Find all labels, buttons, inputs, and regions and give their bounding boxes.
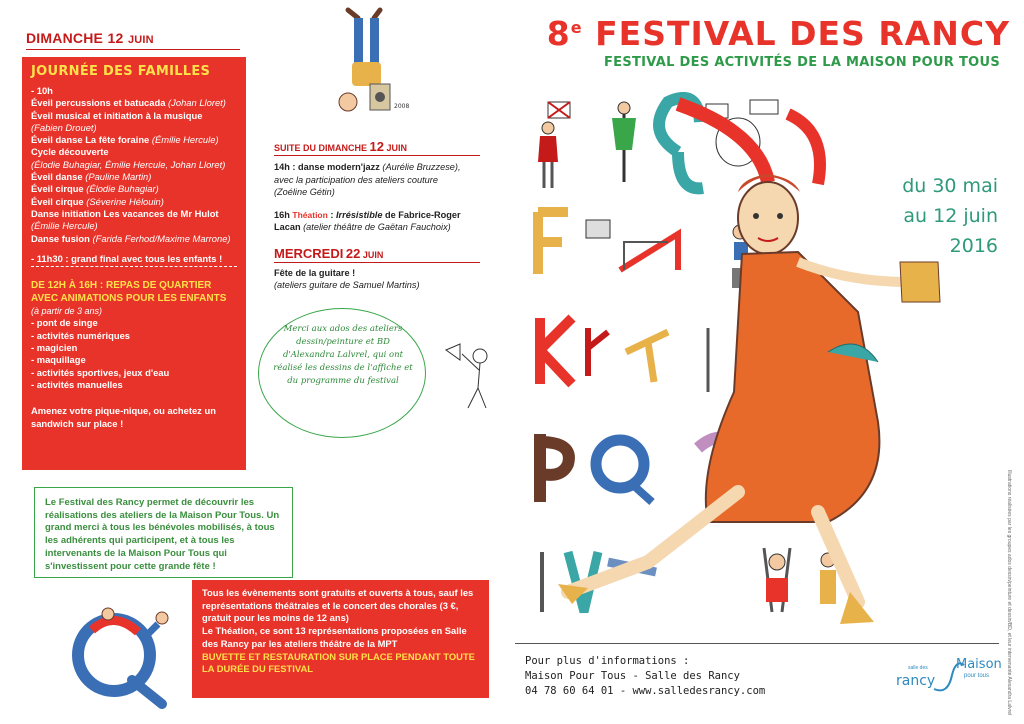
picnic-text: Amenez votre pique-nique, ou achetez un sandwich sur place ! <box>31 405 216 429</box>
letter-q-illustration <box>62 600 182 710</box>
schedule-item: Éveil cirque (Séverine Hélouin) <box>31 195 164 207</box>
handstand-illustration <box>318 4 418 124</box>
festival-note-box <box>34 487 293 578</box>
schedule-item: Danse initiation Les vacances de Mr Hulot <box>31 207 219 219</box>
activity-item: - activités sportives, jeux d'eau <box>31 366 170 378</box>
info-heading: Pour plus d'informations : <box>525 655 690 667</box>
schedule-list <box>31 85 237 245</box>
day-header <box>26 30 240 50</box>
logo-salle: salle des <box>908 665 928 671</box>
festival-dates: du 30 mai au 12 juin 2016 <box>902 175 998 257</box>
dance-event: 14h : danse modern'jazz (Aurélie Bruzzese), avec la participation des ateliers couture (Zoéline Gétin) <box>274 162 461 197</box>
info-contact: 04 78 60 64 01 - www.salledesrancy.com <box>525 685 766 697</box>
finale-text: - 11h30 : grand final avec tous les enfants ! <box>31 253 237 267</box>
logo-maison: Maison <box>956 657 1002 672</box>
activity-item: - maquillage <box>31 354 86 366</box>
theation-event: 16h Théation : Irrésistible de Fabrice-Roger Lacan (atelier théâtre de Gaëtan Fauchoix) <box>274 209 461 232</box>
info-venue: Maison Pour Tous - Salle des Rancy <box>525 670 740 682</box>
activities-list <box>31 317 237 391</box>
schedule-item: Éveil percussions et batucada (Johan Lloret) <box>31 97 226 109</box>
thanks-oval <box>258 308 426 438</box>
activity-item: - activités numériques <box>31 329 130 341</box>
day-header-suffix: JUIN <box>127 34 154 46</box>
poster-illustration <box>528 92 1008 637</box>
illustration-credits: Illustrations réalisées par les groupes ados dessin/peinture et dessin/BD, et leur intervenante Alexandra Lalvrel <box>1006 470 1012 716</box>
families-title: JOURNÉE DES FAMILLES <box>31 64 211 79</box>
thanks-text: Merci aux ados des ateliers dessin/peinture et BD d'Alexandra Lalvrel, qui ont réalisé les dessins de l'affiche et du programme du festival <box>273 324 413 386</box>
suite-header: SUITE DU DIMANCHE 12 JUIN <box>274 139 480 156</box>
schedule-item: Éveil danse (Pauline Martin) <box>31 171 152 183</box>
day-header-number: 12 <box>107 30 124 46</box>
logo-rancy: rancy <box>896 673 936 689</box>
logo-pour-tous: pour tous <box>964 673 990 679</box>
schedule-item: Danse fusion (Farida Ferhod/Maxime Marrone) <box>31 232 231 244</box>
schedule-item: (Fabien Drouet) <box>31 121 97 133</box>
free-events-line3: BUVETTE ET RESTAURATION SUR PLACE PENDANT TOUTE LA DURÉE DU FESTIVAL <box>202 650 475 675</box>
schedule-item: (Émilie Hercule) <box>31 220 98 232</box>
festival-subtitle: FESTIVAL DES ACTIVITÉS DE LA MAISON POUR TOUS <box>603 55 1000 70</box>
svg-text:2008: 2008 <box>394 103 410 110</box>
megaphone-figure-illustration <box>440 336 500 416</box>
free-events-line2: Le Théation, ce sont 13 représentations proposées en Salle des Rancy par les ateliers théâtre de la MPT <box>202 625 467 649</box>
wednesday-header: MERCREDI 22 JUIN <box>274 246 480 263</box>
schedule-item: Éveil danse La fête foraine (Émilie Hercule) <box>31 134 219 146</box>
family-day-box <box>22 57 246 470</box>
activity-item: - magicien <box>31 342 78 354</box>
guitar-event: Fête de la guitare ! (ateliers guitare de Samuel Martins) <box>274 267 420 290</box>
day-header-prefix: DIMANCHE <box>26 30 104 46</box>
schedule-item: Cycle découverte <box>31 146 109 158</box>
festival-note-text: Le Festival des Rancy permet de découvrir les réalisations des ateliers de la Maison Pour Tous. Un grand merci à tous les bénévoles mobilisés, à tous les adhérents qui participent, et à tous les intervenants de la Maison Pour Tous qui s'investissent pour cette grande fête ! <box>45 497 280 572</box>
free-events-box <box>192 580 489 698</box>
activity-item: - pont de singe <box>31 317 98 329</box>
row2-figures <box>538 212 750 288</box>
schedule-item: - 10h <box>31 85 53 96</box>
schedule-item: Éveil cirque (Élodie Buhagiar) <box>31 183 159 195</box>
suite-section <box>274 139 484 292</box>
festival-title: 8e FESTIVAL DES RANCY <box>546 14 1010 53</box>
dancing-woman <box>558 104 940 624</box>
schedule-item: Éveil musical et initiation à la musique <box>31 109 203 121</box>
meal-heading: DE 12H À 16H : REPAS DE QUARTIER AVEC ANIMATIONS POUR LES ENFANTS <box>31 280 227 305</box>
free-events-line1: Tous les évènements sont gratuits et ouverts à tous, sauf les représentations théâtrales et le concert des chorales (3 €, gratuit pour les moins de 12 ans) <box>202 587 474 624</box>
meal-age: (à partir de 3 ans) <box>31 306 103 317</box>
activity-item: - activités manuelles <box>31 378 123 390</box>
schedule-item: (Élodie Buhagiar, Émilie Hercule, Johan Lloret) <box>31 158 226 170</box>
maison-pour-tous-logo <box>890 655 1000 699</box>
